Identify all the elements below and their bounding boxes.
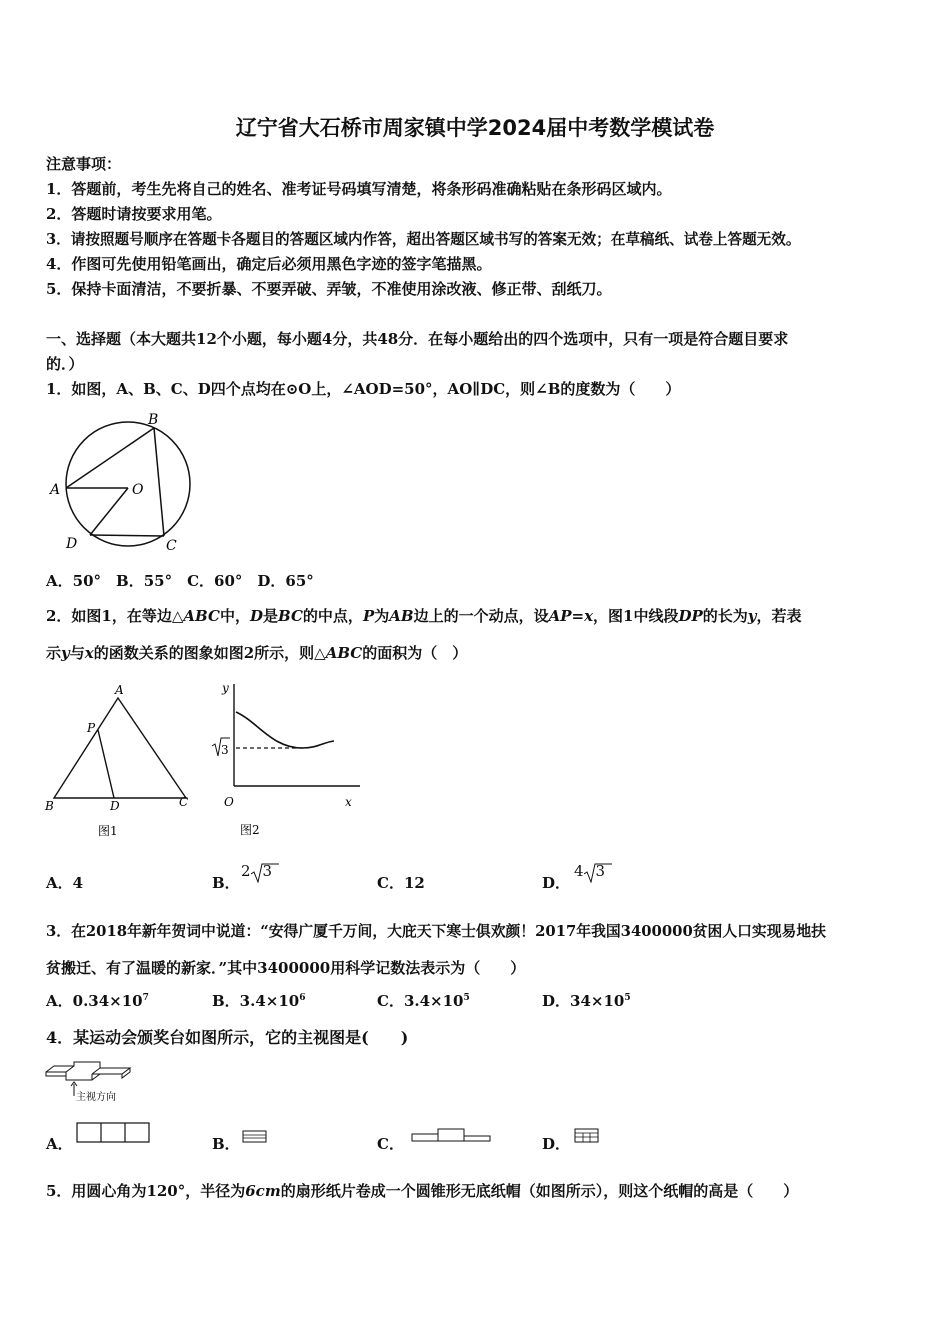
q2-option-b: B． bbox=[212, 874, 240, 892]
q3-line2: 贫搬迁、有了温暖的新家．”其中3400000用科学记数法表示为（ ） bbox=[46, 959, 526, 977]
notice-item-5: 5．保持卡面清洁，不要折暴、不要弄破、弄皱，不准使用涂改液、修正带、刮纸刀。 bbox=[46, 280, 612, 298]
chord-ab bbox=[66, 428, 154, 488]
sqrt-sign-icon bbox=[251, 863, 281, 883]
q4-option-a: A． bbox=[46, 1135, 73, 1153]
q2-option-b-value: 2 3 bbox=[241, 862, 272, 880]
sqrt-sign-icon bbox=[584, 863, 614, 883]
q5-text: 5．用圆心角为120°，半径为6cm的扇形纸片卷成一个圆锥形无底纸帽（如图所示），则这个纸帽的高是（ ） bbox=[46, 1182, 799, 1200]
q1-circle-figure bbox=[44, 408, 204, 558]
fig2-caption: 图2 bbox=[240, 823, 260, 837]
page-title: 辽宁省大石桥市周家镇中学2024届中考数学模试卷 bbox=[235, 116, 715, 140]
segment-od bbox=[90, 488, 128, 535]
q1-text: 1．如图，A、B、C、D四个点均在⊙O上，∠AOD=50°，AO∥DC，则∠B的度数为（ ） bbox=[46, 380, 681, 398]
q2-graph-figure bbox=[206, 674, 366, 845]
q4-option-d-figure bbox=[574, 1128, 600, 1144]
q4-podium-figure bbox=[44, 1060, 134, 1102]
label-a: A bbox=[50, 482, 61, 498]
section-heading-line2: 的．） bbox=[46, 355, 84, 373]
notice-item-3: 3．请按照题号顺序在答题卡各题目的答题区域内作答，超出答题区域书写的答案无效；在草稿纸、试卷上答题无效。 bbox=[46, 231, 801, 248]
label-c: C bbox=[166, 538, 177, 554]
label-d: D bbox=[66, 536, 78, 552]
q2-line1: 2．如图1，在等边△ABC中，D是BC的中点，P为AB边上的一个动点，设AP=x，图1中线段DP的长为y，若表 bbox=[46, 607, 802, 625]
q3-option-d: D．$34\times 10^5$ bbox=[542, 992, 631, 1010]
q1-options: A．50° B．55° C．60° D．65° bbox=[46, 572, 314, 590]
section-heading-line1: 一、选择题（本大题共12个小题，每小题4分，共48分．在每小题给出的四个选项中，只有一项是符合题目要求 bbox=[46, 330, 789, 348]
fig1-label-p: P bbox=[87, 721, 96, 735]
q4-option-b: B． bbox=[212, 1135, 240, 1153]
q4-option-d: D． bbox=[542, 1135, 571, 1153]
label-o: O bbox=[132, 482, 144, 498]
q4-text: 4．某运动会颁奖台如图所示，它的主视图是( ) bbox=[46, 1028, 409, 1047]
fig1-label-b: B bbox=[45, 799, 54, 813]
notice-item-1: 1．答题前，考生先将自己的姓名、准考证号码填写清楚，将条形码准确粘贴在条形码区域内。 bbox=[46, 180, 672, 198]
q3-option-b: B．$3.4\times 10^6$ bbox=[212, 992, 306, 1010]
q2-option-a: A．4 bbox=[46, 874, 84, 892]
fig2-label-x: x bbox=[345, 795, 352, 809]
q2-triangle-figure bbox=[42, 680, 202, 845]
q2-option-d-value: 4 3 bbox=[574, 862, 605, 880]
q2-option-c: C．12 bbox=[377, 874, 425, 892]
fig1-caption: 图1 bbox=[98, 824, 118, 838]
q3-option-a: A．$0.34\times 10^7$ bbox=[46, 992, 149, 1010]
fig1-label-c: C bbox=[179, 795, 189, 809]
function-curve bbox=[236, 712, 334, 748]
segment-pd bbox=[98, 730, 114, 798]
fig1-label-a: A bbox=[115, 683, 124, 697]
chord-bc bbox=[154, 428, 164, 536]
fig2-label-y: y bbox=[222, 681, 229, 695]
q2-option-d: D． bbox=[542, 874, 571, 892]
q4-option-c-figure bbox=[410, 1126, 494, 1144]
triangle-abc bbox=[54, 698, 186, 798]
notice-heading: 注意事项： bbox=[46, 155, 122, 173]
circle-o bbox=[66, 422, 190, 546]
q3-line1: 3．在2018年新年贺词中说道：“安得广厦千万间，大庇天下寒士俱欢颜！2017年我国3400000贫困人口实现易地扶 bbox=[46, 923, 826, 940]
q4-option-c: C． bbox=[377, 1135, 404, 1153]
q3-option-c: C．$3.4\times 10^5$ bbox=[377, 992, 470, 1010]
fig2-label-sqrt3: 3 bbox=[221, 743, 229, 757]
q4-option-b-figure bbox=[242, 1130, 268, 1144]
label-b: B bbox=[148, 412, 159, 428]
fig2-label-o: O bbox=[224, 795, 234, 809]
notice-item-4: 4．作图可先使用铅笔画出，确定后必须用黑色字迹的签字笔描黑。 bbox=[46, 255, 492, 273]
view-direction-label: 主视方向 bbox=[76, 1092, 116, 1102]
q4-option-a-figure bbox=[76, 1122, 152, 1144]
chord-dc bbox=[90, 535, 164, 536]
q2-line2: 示y与x的函数关系的图象如图2所示，则△ABC的面积为（ ） bbox=[46, 644, 468, 662]
notice-item-2: 2．答题时请按要求用笔。 bbox=[46, 205, 222, 223]
fig1-label-d: D bbox=[110, 799, 120, 813]
